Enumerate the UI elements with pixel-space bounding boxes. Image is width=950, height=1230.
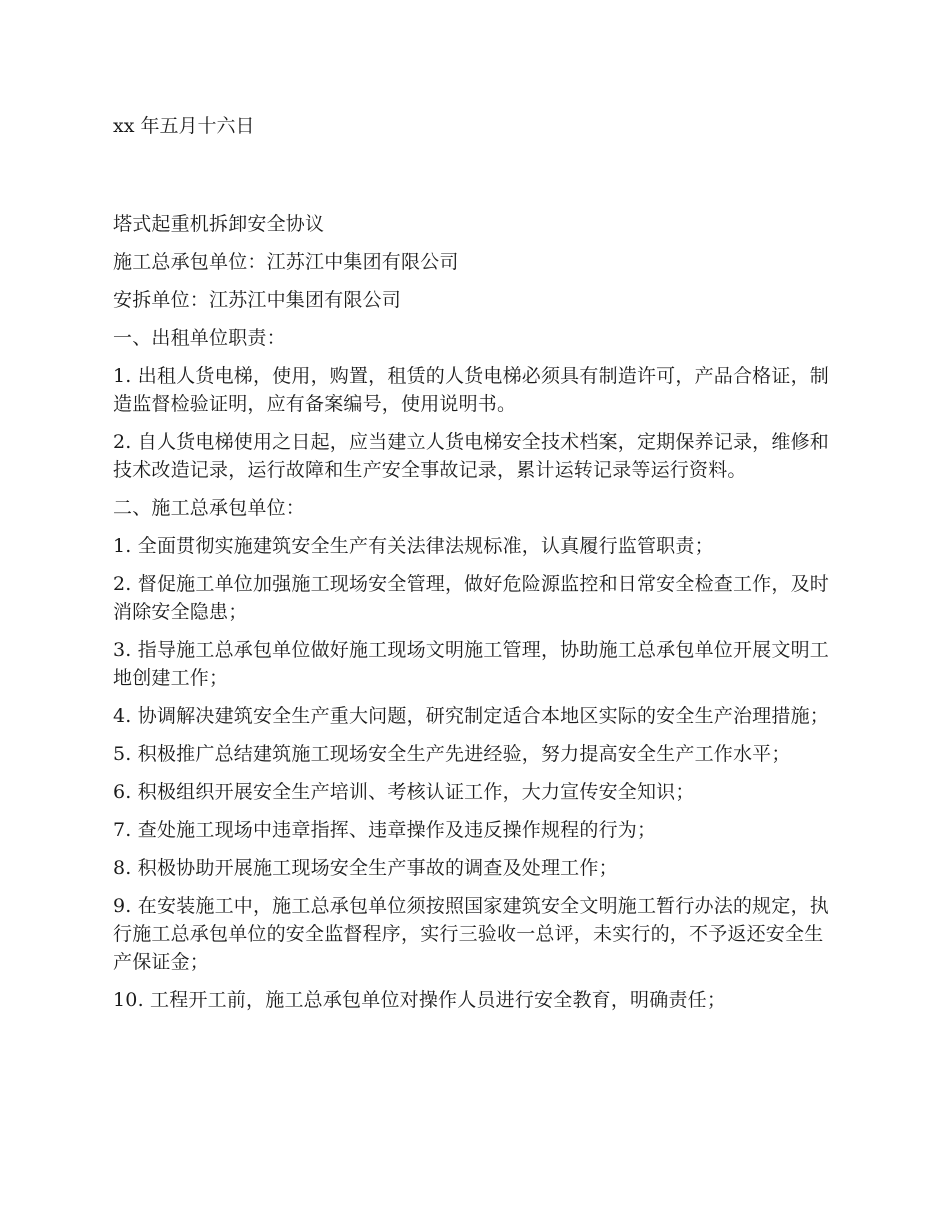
contractor-clause-6: 6. 积极组织开展安全生产培训、考核认证工作，大力宣传安全知识； <box>113 781 695 803</box>
section-heading-lessor: 一、出租单位职责： <box>113 327 286 349</box>
contractor-clause-4: 4. 协调解决建筑安全生产重大问题，研究制定适合本地区实际的安全生产治理措施； <box>113 705 829 727</box>
lessor-clause-2: 2. 自人货电梯使用之日起，应当建立人货电梯安全技术档案，定期保养记录，维修和技术改造记录，运行故障和生产安全事故记录，累计运转记录等运行资料。 <box>113 431 829 481</box>
contractor-clause-9: 9. 在安装施工中，施工总承包单位须按照国家建筑安全文明施工暂行办法的规定，执行施工总承包单位的安全监督程序，实行三验收一总评，未实行的，不予返还安全生产保证金； <box>113 895 829 973</box>
contractor-clause-1: 1. 全面贯彻实施建筑安全生产有关法律法规标准，认真履行监管职责； <box>113 535 714 557</box>
contractor-clause-3: 3. 指导施工总承包单位做好施工现场文明施工管理，协助施工总承包单位开展文明工地创建工作； <box>113 639 829 689</box>
contractor-clause-7: 7. 查处施工现场中违章指挥、违章操作及违反操作规程的行为； <box>113 819 657 841</box>
document-body <box>113 210 833 1024</box>
contractor-clause-8: 8. 积极协助开展施工现场安全生产事故的调查及处理工作； <box>113 857 618 879</box>
contractor-clause-2: 2. 督促施工单位加强施工现场安全管理，做好危险源监控和日常安全检查工作，及时消除安全隐患； <box>113 573 829 623</box>
lessor-clause-1: 1. 出租人货电梯，使用，购置，租赁的人货电梯必须具有制造许可，产品合格证，制造监督检验证明，应有备案编号，使用说明书。 <box>113 365 829 415</box>
document-title: 塔式起重机拆卸安全协议 <box>113 213 325 235</box>
contractor-clause-5: 5. 积极推广总结建筑施工现场安全生产先进经验，努力提高安全生产工作水平； <box>113 743 791 765</box>
contractor-clause-10: 10. 工程开工前，施工总承包单位对操作人员进行安全教育，明确责任； <box>113 989 727 1011</box>
section-heading-contractor: 二、施工总承包单位： <box>113 497 306 519</box>
general-contractor-line: 施工总承包单位：江苏江中集团有限公司 <box>113 251 459 273</box>
dismantling-unit-line: 安拆单位：江苏江中集团有限公司 <box>113 289 402 311</box>
document-date: xx 年五月十六日 <box>113 115 255 137</box>
